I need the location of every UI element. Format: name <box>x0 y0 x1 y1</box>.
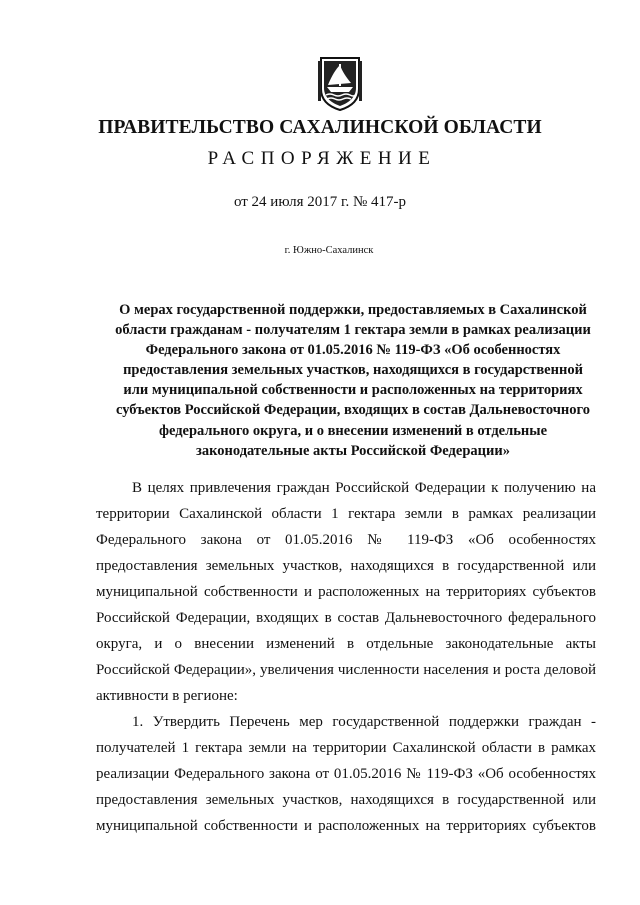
body-line: предоставления земельных участков, находящихся в государственной или <box>96 792 596 808</box>
body-line: округа, и о внесении изменений в отдельные законодательные акты <box>96 636 596 652</box>
body-line: муниципальной собственности и расположенных на территориях субъектов <box>96 818 596 834</box>
body-line: муниципальной собственности и расположенных на территориях субъектов <box>96 584 596 600</box>
body-line: предоставления земельных участков, находящихся в государственной или <box>96 558 596 574</box>
organization-name: ПРАВИТЕЛЬСТВО САХАЛИНСКОЙ ОБЛАСТИ <box>98 117 542 138</box>
title-line: Федерального закона от 01.05.2016 № 119-ФЗ «Об особенностях <box>145 342 561 359</box>
body-line: Российской Федерации», увеличения численности населения и роста деловой <box>96 662 596 678</box>
body-line: получателей 1 гектара земли на территории Сахалинской области в рамках <box>96 740 596 756</box>
document-title <box>96 300 610 461</box>
body-line: Федерального закона от 01.05.2016 № 119-ФЗ «Об особенностях <box>96 532 596 548</box>
document-type: РАСПОРЯЖЕНИЕ <box>207 148 437 169</box>
title-line: федерального округа, и о внесении изменений в отдельные <box>158 422 548 439</box>
body-line: активности в регионе: <box>96 688 238 704</box>
body-line: 1. Утвердить Перечень мер государственной поддержки граждан - <box>132 714 596 730</box>
title-line: законодательные акты Российской Федерации» <box>196 442 510 459</box>
date-and-number: от 24 июля 2017 г. № 417-р <box>233 194 407 210</box>
title-line: предоставления земельных участков, находящихся в государственной <box>123 362 583 379</box>
body-line: территории Сахалинской области 1 гектара земли в рамках реализации <box>96 506 596 522</box>
title-line: О мерах государственной поддержки, предоставляемых в Сахалинской <box>119 302 587 318</box>
title-line: области гражданам - получателям 1 гектара земли в рамках реализации <box>115 322 591 339</box>
item-1-paragraph <box>96 709 596 839</box>
body-line: реализации Федерального закона от 01.05.2016 № 119-ФЗ «Об особенностях <box>96 766 596 782</box>
body-line: Российской Федерации, входящих в состав Дальневосточного федерального <box>96 610 596 626</box>
body-line: В целях привлечения граждан Российской Федерации к получению на <box>132 480 596 496</box>
preamble-paragraph <box>96 475 596 709</box>
coat-of-arms-icon <box>318 55 362 111</box>
title-line: или муниципальной собственности и расположенных на территориях <box>123 382 583 399</box>
title-line: субъектов Российской Федерации, входящих в состав Дальневосточного <box>116 402 590 419</box>
city-name: г. Южно-Сахалинск <box>284 245 374 256</box>
